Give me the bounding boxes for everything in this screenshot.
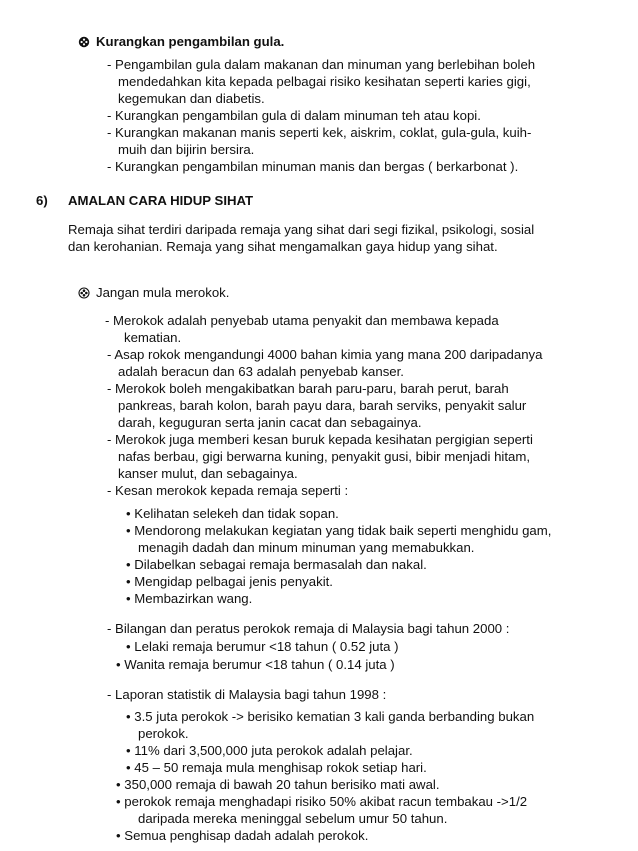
sugar-line: - Pengambilan gula dalam makanan dan minuman yang berlebihan boleh (107, 57, 536, 72)
section-number: 6) (36, 193, 48, 208)
smoking-line: - Merokok boleh mengakibatkan barah paru-paru, barah perut, barah (107, 381, 509, 396)
sugar-line: - Kurangkan pengambilan minuman manis dan bergas ( berkarbonat ). (107, 159, 519, 174)
stats-1998-heading: - Laporan statistik di Malaysia bagi tahun 1998 : (107, 687, 387, 702)
effect-item: • Dilabelkan sebagai remaja bermasalah dan nakal. (126, 557, 427, 572)
stats-1998-item: • 3.5 juta perokok -> berisiko kematian 3 kali ganda berbanding bukan (126, 709, 535, 724)
sugar-line: kegemukan dan diabetis. (118, 91, 265, 106)
effect-item: • Membazirkan wang. (126, 591, 253, 606)
effect-item: • Kelihatan selekeh dan tidak sopan. (126, 506, 339, 521)
section-title: AMALAN CARA HIDUP SIHAT (68, 193, 254, 208)
stats-2000-heading: - Bilangan dan peratus perokok remaja di Malaysia bagi tahun 2000 : (107, 621, 510, 636)
smoking-line: - Asap rokok mengandungi 4000 bahan kimia yang mana 200 daripadanya (107, 347, 543, 362)
stats-1998-item: • Semua penghisap dadah adalah perokok. (116, 828, 369, 843)
smoking-line: - Kesan merokok kepada remaja seperti : (107, 483, 349, 498)
smoking-line: - Merokok adalah penyebab utama penyakit dan membawa kepada (105, 313, 499, 328)
stats-1998-item: daripada mereka meninggal sebelum umur 50 tahun. (138, 811, 448, 826)
smoking-line: kematian. (124, 330, 182, 345)
effect-item: • Mendorong melakukan kegiatan yang tidak baik seperti menghidu gam, (126, 523, 552, 538)
section-intro-line: dan kerohanian. Remaja yang sihat mengamalkan gaya hidup yang sihat. (68, 239, 498, 254)
sugar-line: - Kurangkan pengambilan gula di dalam minuman teh atau kopi. (107, 108, 481, 123)
stats-1998-item: • 11% dari 3,500,000 juta perokok adalah pelajar. (126, 743, 413, 758)
sugar-heading: Kurangkan pengambilan gula. (96, 34, 285, 49)
smoking-line: darah, keguguran serta janin cacat dan sebagainya. (118, 415, 422, 430)
smoking-line: kanser mulut, dan sebagainya. (118, 466, 298, 481)
sugar-line: - Kurangkan makanan manis seperti kek, aiskrim, coklat, gula-gula, kuih- (107, 125, 532, 140)
stats-2000-item: • Wanita remaja berumur <18 tahun ( 0.14 juta ) (116, 657, 395, 672)
stats-1998-item: perokok. (138, 726, 189, 741)
stats-1998-item: • 350,000 remaja di bawah 20 tahun berisiko mati awal. (116, 777, 440, 792)
smoking-heading: Jangan mula merokok. (96, 285, 230, 300)
smoking-line: nafas berbau, gigi berwarna kuning, penyakit gusi, bibir menjadi hitam, (118, 449, 530, 464)
stats-2000-item: • Lelaki remaja berumur <18 tahun ( 0.52 juta ) (126, 639, 399, 654)
smoking-line: adalah beracun dan 63 adalah penyebab kanser. (118, 364, 404, 379)
sugar-line: muih dan bijirin bersira. (118, 142, 255, 157)
smoking-line: - Merokok juga memberi kesan buruk kepada kesihatan pergigian seperti (107, 432, 533, 447)
effect-item: menagih dadah dan minum minuman yang memabukkan. (138, 540, 475, 555)
flower-bullet-icon (78, 36, 90, 48)
stats-1998-item: • perokok remaja menghadapi risiko 50% akibat racun tembakau ->1/2 (116, 794, 528, 809)
sugar-line: mendedahkan kita kepada pelbagai risiko kesihatan seperti karies gigi, (118, 74, 531, 89)
stats-1998-item: • 45 – 50 remaja mula menghisap rokok setiap hari. (126, 760, 427, 775)
effect-item: • Mengidap pelbagai jenis penyakit. (126, 574, 333, 589)
smoking-line: pankreas, barah kolon, barah payu dara, barah serviks, penyakit salur (118, 398, 527, 413)
section-intro-line: Remaja sihat terdiri daripada remaja yang sihat dari segi fizikal, psikologi, sosial (68, 222, 535, 237)
flower-bullet-icon (78, 287, 90, 299)
